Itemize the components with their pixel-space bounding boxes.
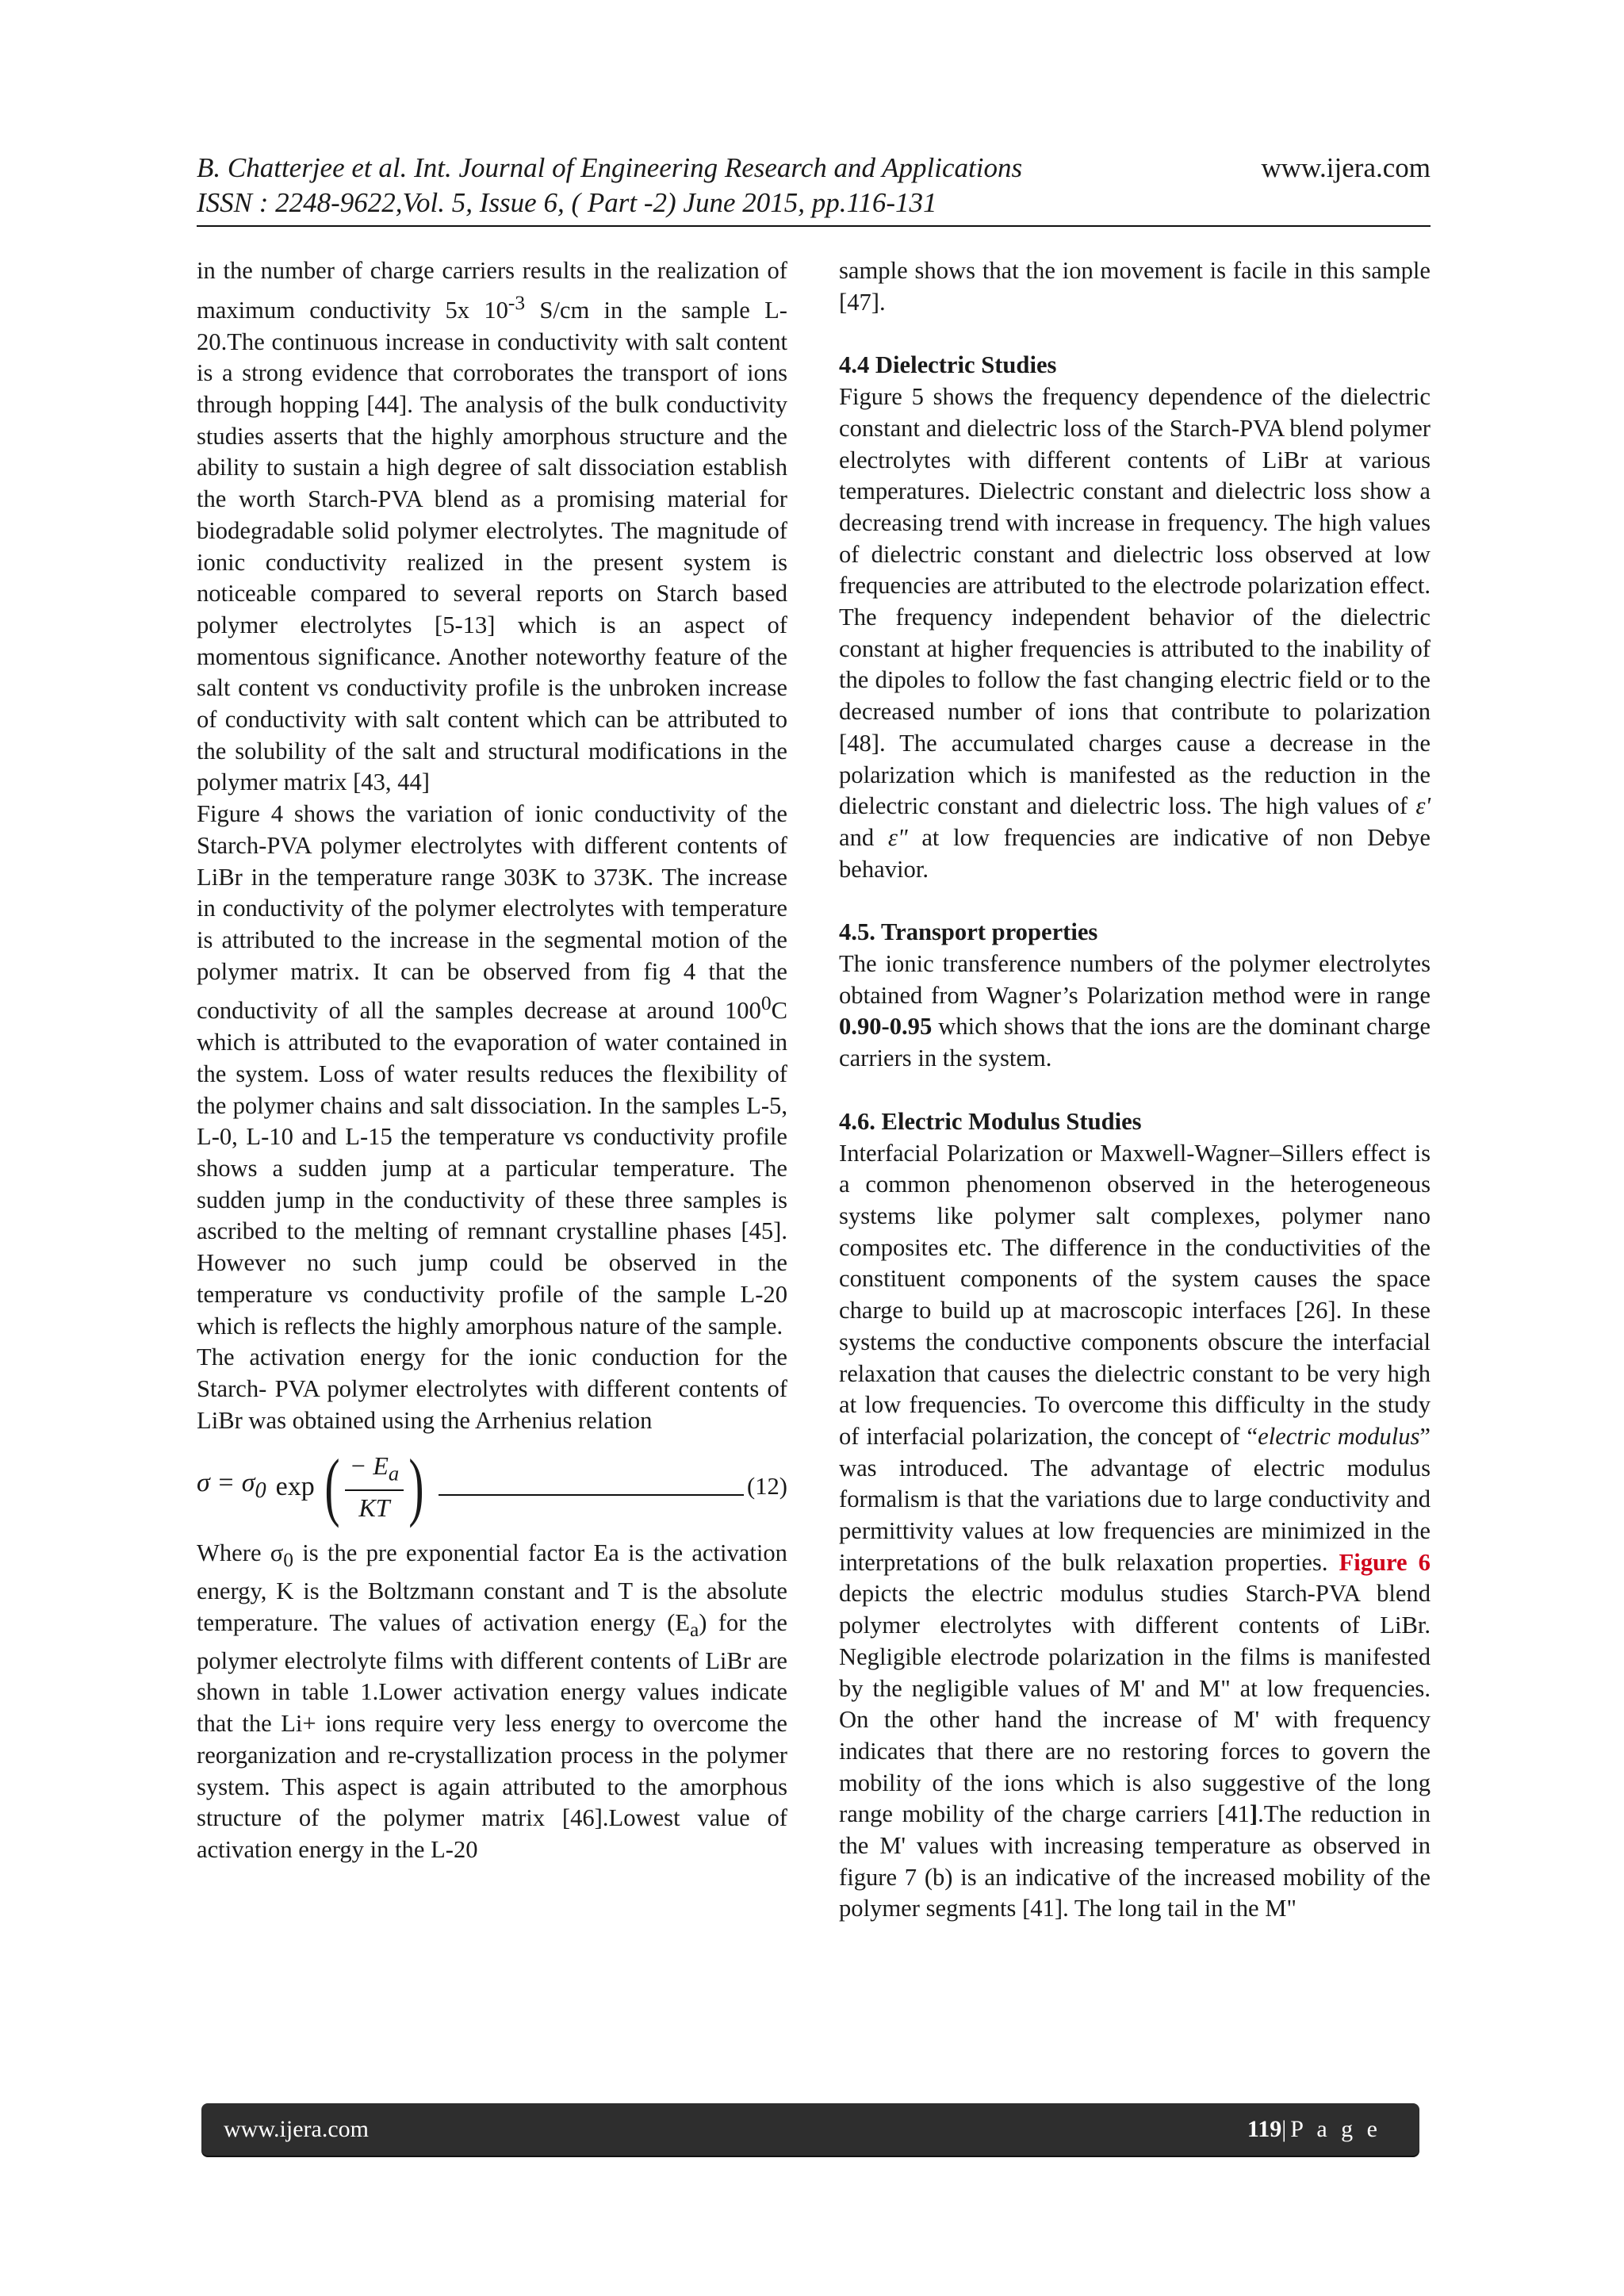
arrhenius-equation [197,1439,787,1533]
footer-site-link[interactable]: www.ijera.com [224,2116,369,2142]
paragraph-conductivity-salt: in the number of charge carriers results in the realization of maximum conductivity 5x $10^{-3}$ S/cm in the sample L-20.The continuous increase in conductivity with salt content is a strong evidence that corroborates the transport of ions through hopping [44]. The analysis of the bulk conductivity studies asserts that the highly amorphous structure and the ability to sustain a high degree of salt dissociation establish the worth Starch-PVA blend as a promising material for biodegradable solid polymer electrolytes. The magnitude of ionic conductivity realized in the present system is noticeable compared to several reports on Starch based polymer electrolytes [5-13] which is an aspect of momentous significance. Another noteworthy feature of the salt content vs conductivity profile is the unbroken increase of conductivity with salt content which can be attributed to the solubility of the salt and structural modifications in the polymer matrix [43, 44] [197,257,787,796]
figure-6-link[interactable]: Figure 6 [1339,1548,1431,1576]
header-citation: B. Chatterjee et al. Int. Journal of Engineering Research and Applications [197,152,1023,183]
paragraph-dielectric: Figure 5 shows the frequency dependence of the dielectric constant and dielectric loss of the Starch-PVA blend polymer electrolytes with different contents of LiBr at various temperatures. Dielectric constant and dielectric loss show a decreasing trend with increase in frequency. The high values of dielectric constant and dielectric loss observed at low frequencies are attributed to the electrode polarization effect. The frequency independent behavior of the dielectric constant at higher frequencies is attributed to the inability of the dipoles to follow the fast changing electric field or to the decreased number of ions that contribute to polarization [48]. The accumulated charges cause a decrease in the polarization which is manifested as the reduction in the dielectric constant and dielectric loss. The high values of ε' and ε" at low frequencies are indicative of non Debye behavior. [839,383,1431,883]
header-rule [197,225,1431,227]
equation-paren: ( $\frac{- E_a}{KT}$ ) [324,1443,424,1529]
equation-exp: exp [275,1471,315,1501]
running-header [197,151,1431,220]
equation-lhs: $\sigma = \sigma_0$ [197,1467,266,1503]
paragraph-figure-4: Figure 4 shows the variation of ionic conductivity of the Starch-PVA polymer electrolytes with different contents of LiBr in the temperature range 303K to 373K. The increase in conductivity of the polymer electrolytes with temperature is attributed to the increase in the segmental motion of the polymer matrix. It can be observed from fig 4 that the conductivity of all the samples decrease at around $100^0C$ which is attributed to the evaporation of water contained in the system. Loss of water results reduces the flexibility of the polymer chains and salt dissociation. In the samples L-5, L-0, L-10 and L-15 the temperature vs conductivity profile shows a sudden jump at a particular temperature. The sudden jump in the conductivity of these three samples is ascribed to the melting of remnant crystalline phases [45]. However no such jump could be observed in the temperature vs conductivity profile of the sample L-20 which is reflects the highly amorphous nature of the sample. [197,800,787,1340]
page-footer [201,2103,1419,2156]
right-column [839,255,1431,1925]
equation-number: (12) [747,1472,787,1500]
section-heading-modulus: 4.6. Electric Modulus Studies [839,1107,1142,1135]
page-number: 119|P a g e [1247,2116,1381,2142]
paragraph-transport: The ionic transference numbers of the polymer electrolytes obtained from Wagner’s Polarization method were in range 0.90-0.95 which shows that the ions are the dominant charge carriers in the system. [839,950,1431,1072]
header-issn: ISSN : 2248-9622,Vol. 5, Issue 6, ( Part -2) June 2015, pp.116-131 [197,187,937,218]
left-column [197,255,787,1866]
section-heading-transport: 4.5. Transport properties [839,918,1098,946]
section-heading-dielectric: 4.4 Dielectric Studies [839,351,1057,379]
paragraph-ion-movement: sample shows that the ion movement is facile in this sample [47]. [839,257,1431,316]
paragraph-arrhenius-explanation: Where $\sigma_0$ is the pre exponential factor Ea is the activation energy, K is the Boltzmann constant and T is the absolute temperature. The values of activation energy $(E_a)$ for the polymer electrolyte films with different contents of LiBr are shown in table 1.Lower activation energy values indicate that the Li+ ions require very less energy to overcome the reorganization and re-crystallization process in the polymer system. This aspect is again attributed to the amorphous structure of the polymer matrix [46].Lowest value of activation energy in the L-20 [197,1539,787,1863]
paragraph-modulus: Interfacial Polarization or Maxwell-Wagner–Sillers effect is a common phenomenon observed in the heterogeneous systems like polymer salt complexes, polymer nano composites etc. The difference in the conductivities of the constituent components of the system causes the space charge to build up at macroscopic interfaces [26]. In these systems the conductive components obscure the interfacial relaxation that causes the dielectric constant to be very high at low frequencies. To overcome this difficulty in the study of interfacial polarization, the concept of “electric modulus” was introduced. The advantage of electric modulus formalism is that the variations due to large conductivity and permittivity values at low frequencies are minimized in the interpretations of the bulk relaxation properties. Figure 6 depicts the electric modulus studies Starch-PVA blend polymer electrolytes with different contents of LiBr. Negligible electrode polarization in the films is manifested by the negligible values of M' and M" at low frequencies. On the other hand the increase of M' with frequency indicates that there are no restoring forces to govern the mobility of the ions which is also suggestive of the long range mobility of the charge carriers [41].The reduction in the M' values with increasing temperature as observed in figure 7 (b) is an indicative of the increased mobility of the polymer segments [41]. The long tail in the M" [839,1139,1431,1922]
equation-fraction: $\frac{- E_a}{KT}$ [345,1449,404,1524]
paragraph-activation-energy: The activation energy for the ionic conduction for the Starch- PVA polymer electrolytes with different contents of LiBr was obtained using the Arrhenius relation [197,1343,787,1434]
header-site-link[interactable]: www.ijera.com [1261,152,1431,183]
equation-leader-line [439,1477,744,1496]
